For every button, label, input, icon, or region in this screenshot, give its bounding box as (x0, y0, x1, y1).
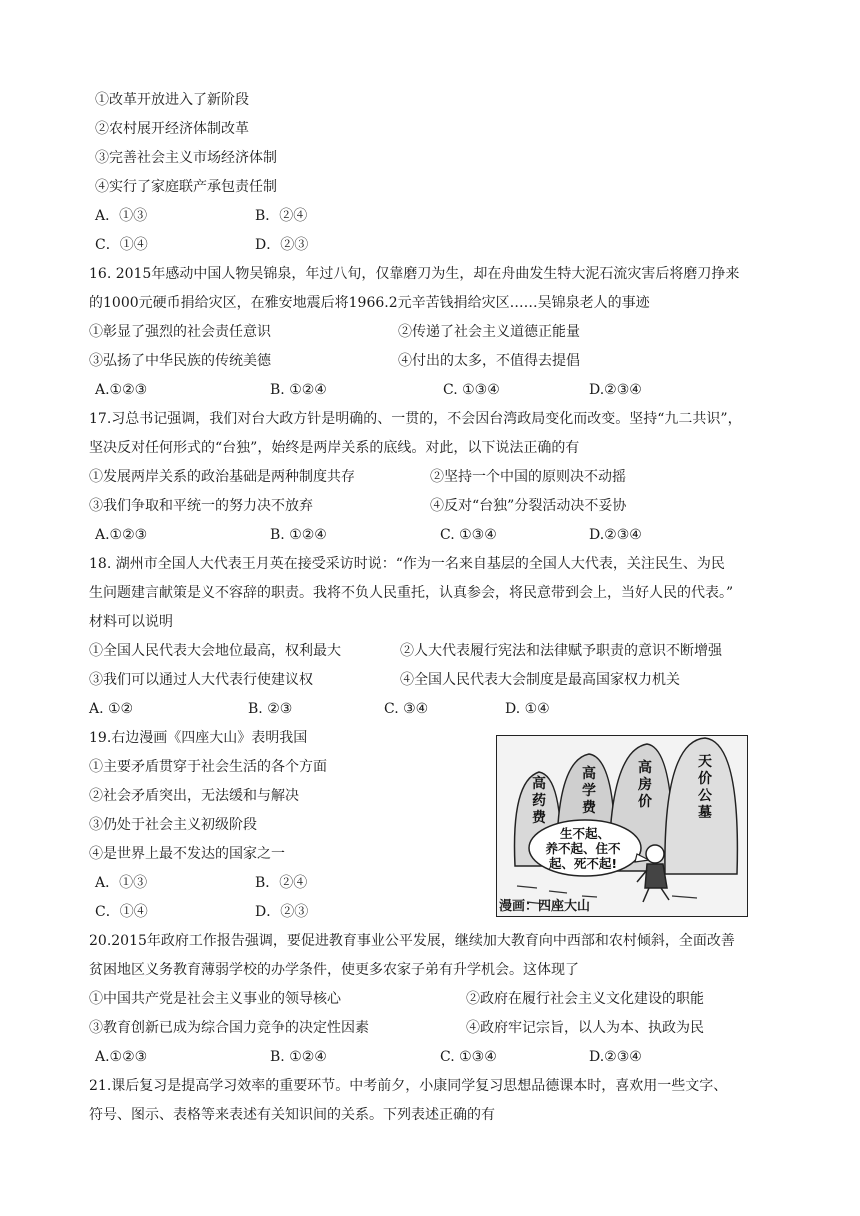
q21-stem-line-2: 符号、图示、表格等来表述有关知识间的关系。下列表述正确的有 (89, 1107, 495, 1123)
q20-item-3: ③教育创新已成为综合国力竞争的决定性因素 (89, 1020, 369, 1036)
q17-item-2: ②坚持一个中国的原则决不动摇 (430, 469, 626, 485)
q19-option-c: C．①④ (95, 904, 148, 920)
q17-option-c: C. ①③④ (440, 527, 497, 543)
q18-item-2: ②人大代表履行宪法和法律赋予职责的意识不断增强 (400, 643, 722, 659)
q16-item-1: ①彰显了强烈的社会责任意识 (89, 324, 271, 340)
q16-stem-line-2: 的1000元硬币捐给灾区，在雅安地震后将1966.2元辛苦钱捐给灾区……吴锦泉老人的事迹 (89, 295, 650, 311)
top-option-d: D．②③ (255, 237, 309, 253)
q20-item-4: ④政府牢记宗旨，以人为本、执政为民 (466, 1020, 704, 1036)
q18-stem-line-2: 生问题建言献策是义不容辞的职责。我将不负人民重托，认真参会，将民意带到会上，当好人民的代表。” (89, 585, 734, 601)
q16-item-3: ③弘扬了中华民族的传统美德 (89, 353, 271, 369)
q18-item-4: ④全国人民代表大会制度是最高国家权力机关 (400, 672, 680, 688)
top-option-b: B．②④ (255, 208, 308, 224)
q16-item-4: ④付出的太多，不值得去提倡 (398, 353, 580, 369)
top-item-1: ①改革开放进入了新阶段 (95, 92, 249, 108)
speech-line-2: 养不起、住不 (545, 841, 621, 856)
q19-item-1: ①主要矛盾贯穿于社会生活的各个方面 (89, 759, 327, 775)
q21-stem-line-1: 21.课后复习是提高学习效率的重要环节。中考前夕，小康同学复习思想品德课本时，喜欢用一些文字、 (89, 1078, 728, 1094)
q19-option-b: B．②④ (255, 875, 308, 891)
q20-stem-line-1: 20.2015年政府工作报告强调，要促进教育事业公平发展，继续加大教育向中西部和农村倾斜，全面改善 (89, 933, 735, 949)
q20-option-d: D.②③④ (589, 1049, 642, 1065)
q19-stem: 19.右边漫画《四座大山》表明我国 (89, 730, 308, 746)
q17-option-d: D.②③④ (589, 527, 642, 543)
q16-option-d: D.②③④ (589, 382, 642, 398)
q17-stem-line-2: 坚决反对任何形式的“台独”，始终是两岸关系的底线。对此，以下说法正确的有 (89, 440, 580, 456)
q19-option-d: D．②③ (255, 904, 309, 920)
mountain-label-3: 高房价 (638, 760, 652, 810)
q20-option-c: C. ①③④ (440, 1049, 497, 1065)
q18-stem-line-1: 18. 湖州市全国人大代表王月英在接受采访时说：“作为一名来自基层的全国人大代表，关注民生、为民 (89, 556, 725, 572)
q19-item-4: ④是世界上最不发达的国家之一 (89, 846, 285, 862)
q18-option-c: C. ③④ (384, 701, 429, 717)
q17-item-3: ③我们争取和平统一的努力决不放弃 (89, 498, 313, 514)
cartoon-four-mountains (496, 735, 748, 917)
mountain-label-1: 高药费 (532, 776, 546, 826)
mountain-label-4: 天价公墓 (698, 754, 712, 821)
q17-stem-line-1: 17.习总书记强调，我们对台大政方针是明确的、一贯的，不会因台湾政局变化而改变。坚持“九二共识”， (89, 411, 742, 427)
q18-option-b: B. ②③ (248, 701, 293, 717)
speech-line-1: 生不起、 (559, 826, 611, 841)
q18-option-a: A. ①② (89, 701, 134, 717)
speech-line-3: 起、死不起! (548, 856, 618, 871)
q18-option-d: D. ①④ (505, 701, 550, 717)
q20-stem-line-2: 贫困地区义务教育薄弱学校的办学条件，使更多农家子弟有升学机会。这体现了 (89, 962, 579, 978)
q16-stem-line-1: 16. 2015年感动中国人物吴锦泉，年过八旬，仅靠磨刀为生，却在舟曲发生特大泥石流灾害后将磨刀挣来 (89, 266, 740, 282)
top-item-4: ④实行了家庭联产承包责任制 (95, 179, 277, 195)
top-option-c: C．①④ (95, 237, 148, 253)
q19-item-3: ③仍处于社会主义初级阶段 (89, 817, 257, 833)
q20-option-b: B. ①②④ (270, 1049, 327, 1065)
mountain-label-2: 高学费 (582, 766, 596, 816)
q18-item-3: ③我们可以通过人大代表行使建议权 (89, 672, 313, 688)
q17-item-1: ①发展两岸关系的政治基础是两种制度共存 (89, 469, 355, 485)
cartoon-drawing (497, 736, 747, 916)
q19-option-a: A．①③ (95, 875, 148, 891)
q18-item-1: ①全国人民代表大会地位最高，权利最大 (89, 643, 341, 659)
top-item-3: ③完善社会主义市场经济体制 (95, 150, 277, 166)
q20-option-a: A.①②③ (95, 1049, 148, 1065)
q17-option-b: B. ①②④ (270, 527, 327, 543)
q16-item-2: ②传递了社会主义道德正能量 (398, 324, 580, 340)
q19-item-2: ②社会矛盾突出，无法缓和与解决 (89, 788, 299, 804)
q20-item-2: ②政府在履行社会主义文化建设的职能 (466, 991, 704, 1007)
q16-option-a: A.①②③ (95, 382, 148, 398)
top-item-2: ②农村展开经济体制改革 (95, 121, 249, 137)
q16-option-c: C. ①③④ (443, 382, 500, 398)
q18-stem-line-3: 材料可以说明 (89, 614, 173, 630)
cartoon-caption: 漫画：四座大山 (499, 899, 591, 914)
q17-item-4: ④反对“台独”分裂活动决不妥协 (430, 498, 627, 514)
q17-option-a: A.①②③ (95, 527, 148, 543)
q20-item-1: ①中国共产党是社会主义事业的领导核心 (89, 991, 341, 1007)
q16-option-b: B. ①②④ (270, 382, 327, 398)
top-option-a: A．①③ (95, 208, 148, 224)
